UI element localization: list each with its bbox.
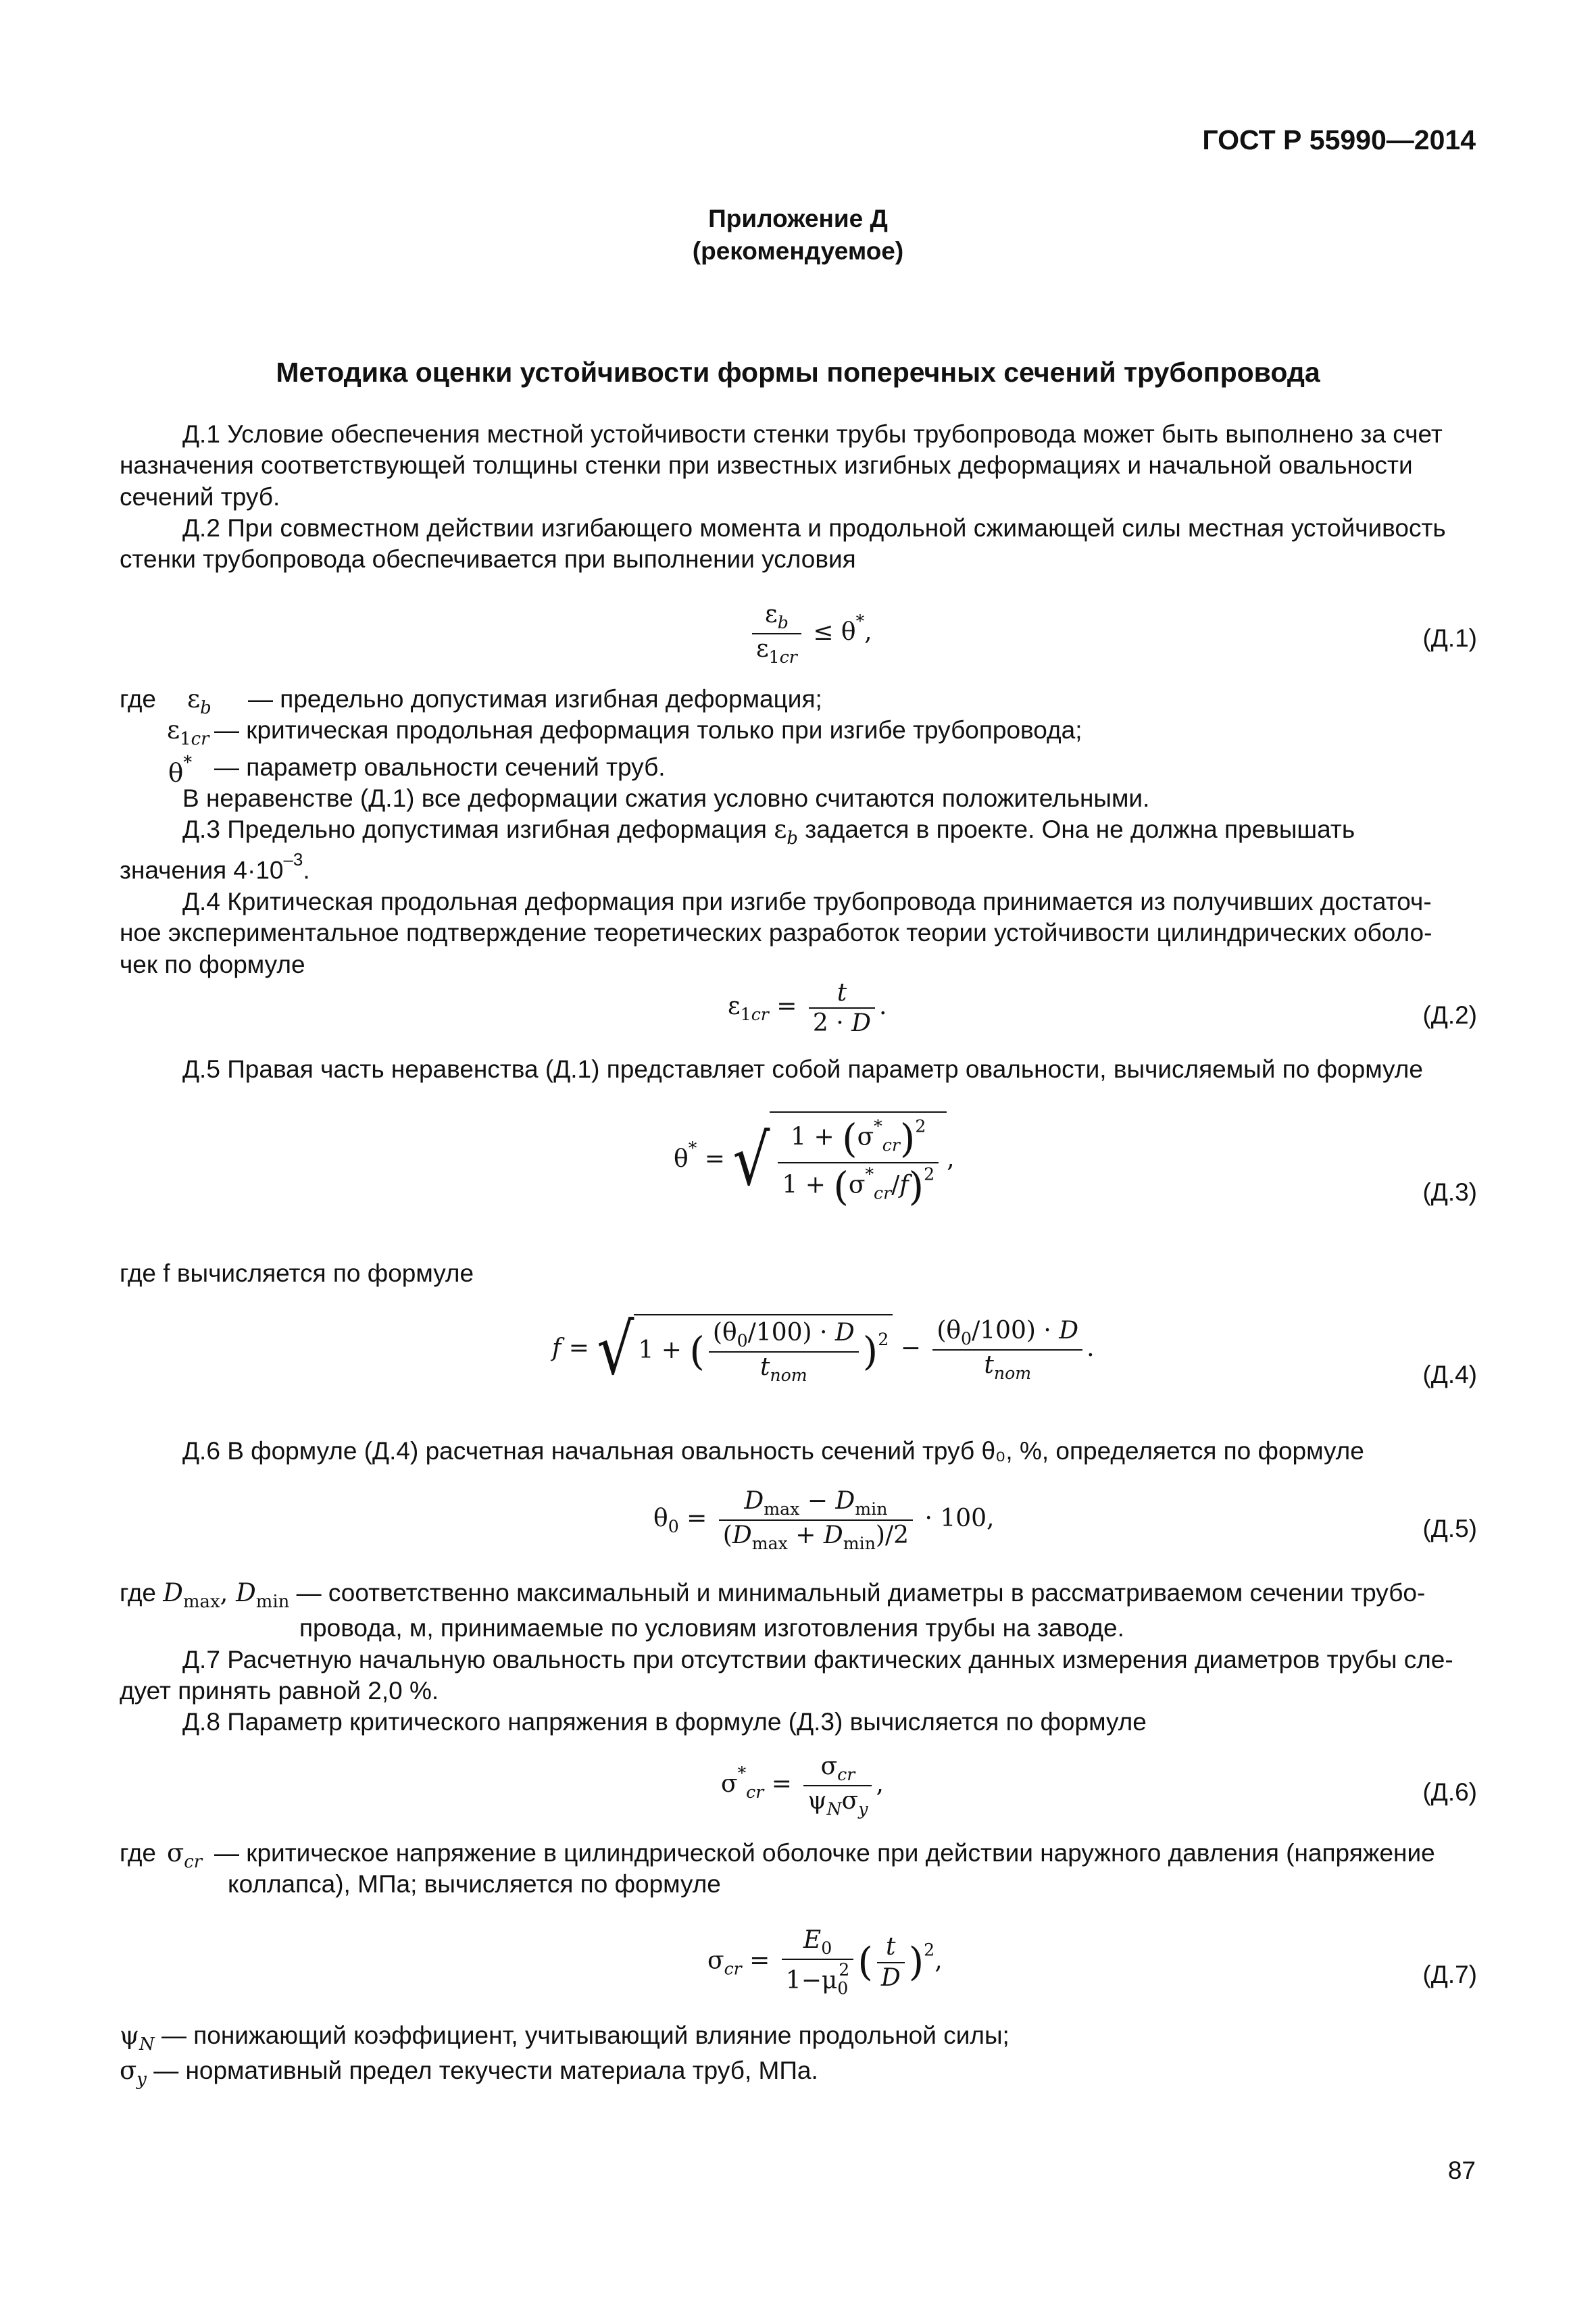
equation-number: (Д.6)	[1422, 1778, 1477, 1806]
equation-d5: $\theta_0$ = $\frac{D_{max} - D_{min}}{(D_{max} + D_{min})/2}$ · 100, (Д.5)	[653, 1487, 1477, 1553]
equation-number: (Д.2)	[1422, 1001, 1477, 1029]
equation-number: (Д.7)	[1422, 1961, 1477, 1988]
equation-d7: $\sigma_{cr}$ = $\frac{E_0}{1-\mu_0^2}$ ( $\frac{t}{D}$ )$^2$, (Д.7)	[707, 1926, 1477, 1998]
definitions-d7: $\psi_N$ — понижающий коэффициент, учитывающий влияние продольной силы; $\sigma_y$ — нормативный предел текучести материала труб, МПа.	[120, 2021, 1009, 2090]
appendix-label: Приложение Д	[708, 205, 888, 232]
gost-number: ГОСТ Р 55990—2014	[1202, 124, 1476, 155]
equation-d2: $\varepsilon_{1cr}$ = $\frac{t}{2 \cdot D}$ . (Д.2)	[728, 979, 1477, 1038]
definitions-d1: где $\varepsilon_b$ — предельно допустимая изгибная деформация; $\varepsilon_{1cr}$ — критическая продольная деформация только при изгибе трубопровода; θ* — параметр овальности сечений труб. В неравенстве (Д.1) все деформации сжатия условно считаются положительными. Д.3 Предельно допустимая изгибная деформация $\varepsilon_b$ задается в проекте. Она не должна превышать значения $4\cdot 10^{-3}$. Д.4 Критическая продольная деформация при изгибе трубопровода принимается из получивших достаточ- ное экспериментальное подтверждение теоретических разработок теории устойчивости цилиндрических оболо- чек по формуле	[120, 684, 1432, 978]
equation-number: (Д.3)	[1422, 1178, 1477, 1206]
equation-d4: f = √ 1 + ( $\frac{(\theta_0/100) \cdot D}{t_{nom}}$ )$^2$ − $\frac{(\theta_0/100) \cdot D}{t_{nom}}$ . (Д.4)	[552, 1309, 1477, 1390]
equation-number: (Д.1)	[1422, 624, 1477, 652]
paragraph-d5: Д.5 Правая часть неравенства (Д.1) представляет собой параметр овальности, вычисляемый по формуле	[182, 1055, 1423, 1083]
appendix-status: (рекомендуемое)	[692, 237, 904, 266]
definitions-d5: где $D_{max}$, $D_{min}$ — соответственно максимальный и минимальный диаметры в рассматриваемом сечении трубо- провода, м, принимаемые по условиям изготовления трубы на заводе. Д.7 Расчетную начальную овальность при отсутствии фактических данных измерения диаметров трубы сле- дует принять равной 2,0 %. Д.8 Параметр критического напряжения в формуле (Д.3) вычисляется по формуле	[120, 1578, 1453, 1736]
equation-d3: θ* = √ $\frac{1 + (\sigma^*_{cr})^2}{1 + (\sigma^*_{cr}/f)^2}$ , (Д.3)	[120, 1101, 1477, 1250]
paragraph-f: где f вычисляется по формуле	[120, 1259, 474, 1287]
method-title: Методика оценки устойчивости формы поперечных сечений трубопровода	[276, 357, 1320, 388]
equation-number: (Д.5)	[1422, 1515, 1477, 1542]
paragraph-d1: Д.1 Условие обеспечения местной устойчивости стенки трубы трубопровода может быть выполнено за счет назначения соответствующей толщины стенки при известных изгибных деформациях и начальной овальности сечений труб. Д.2 При совместном действии изгибающего момента и продольной сжимающей силы местная устойчивость стенки трубопровода обеспечивается при выполнении условия	[120, 420, 1446, 573]
equation-d1: $\frac{\varepsilon_b}{\varepsilon_{1cr}}$ ≤ θ*, (Д.1)	[120, 595, 1477, 676]
paragraph-d6: Д.6 В формуле (Д.4) расчетная начальная овальность сечений труб θ₀, %, определяется по формуле	[182, 1437, 1364, 1465]
definitions-d6: где $\sigma_{cr}$ — критическое напряжение в цилиндрической оболочке при действии наружного давления (напряжение коллапса), МПа; вычисляется по формуле	[120, 1838, 1435, 1898]
equation-number: (Д.4)	[1422, 1361, 1477, 1388]
appendix-heading	[0, 203, 1596, 268]
equation-d6: $\sigma^*_{cr}$ = $\frac{\sigma_{cr}}{\psi_N\sigma_y}$ , (Д.6)	[721, 1753, 1477, 1819]
page-number: 87	[1447, 2157, 1476, 2184]
